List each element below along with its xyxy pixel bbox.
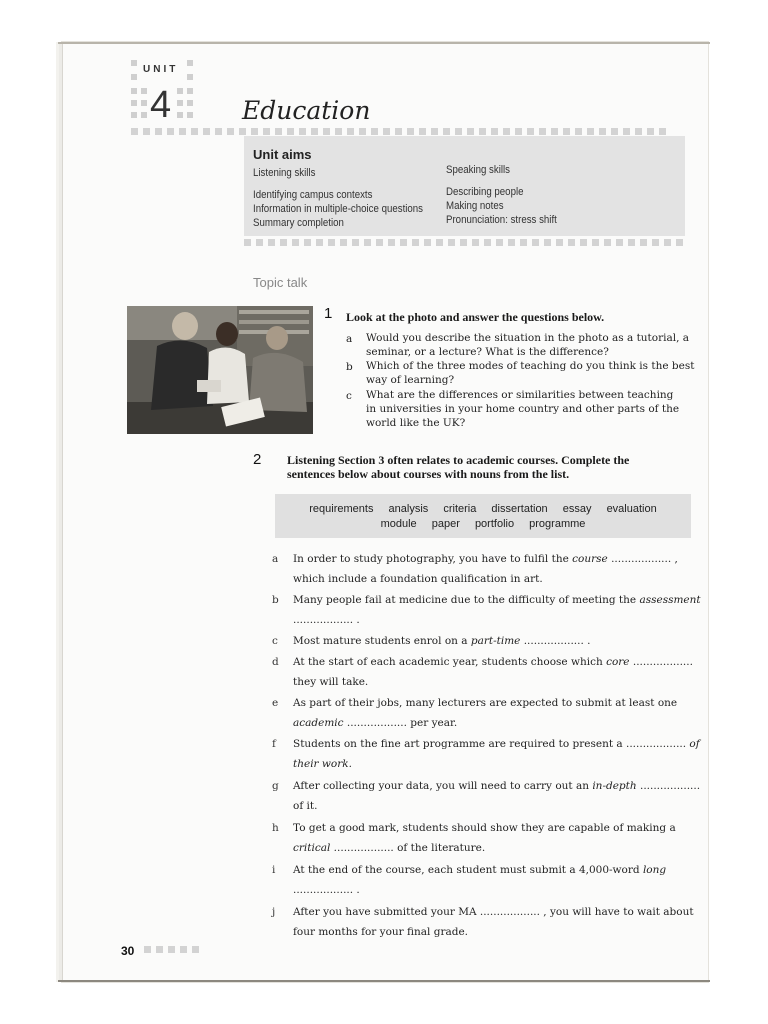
q1-item-b: Which of the three modes of teaching do you think is the best way of learning? bbox=[366, 360, 695, 386]
divider-dots-bottom bbox=[244, 239, 683, 246]
divider-dot bbox=[616, 239, 623, 246]
divider-dot bbox=[580, 239, 587, 246]
divider-dot bbox=[292, 239, 299, 246]
exercise-f-line-2: their work. bbox=[293, 758, 352, 770]
divider-dot bbox=[587, 128, 594, 135]
divider-dot bbox=[628, 239, 635, 246]
question-2-number: 2 bbox=[253, 451, 262, 468]
divider-dot bbox=[180, 946, 187, 953]
exercise-b-line-1: Many people fail at medicine due to the difficulty of meeting the assessment bbox=[293, 594, 701, 606]
divider-dot bbox=[383, 128, 390, 135]
q1-item-letter: b bbox=[346, 361, 353, 373]
divider-dot bbox=[359, 128, 366, 135]
divider-dot bbox=[436, 239, 443, 246]
divider-dot bbox=[551, 128, 558, 135]
exercise-letter: c bbox=[272, 635, 278, 647]
listening-skill-item: Information in multiple-choice questions bbox=[253, 203, 424, 215]
divider-dot bbox=[371, 128, 378, 135]
divider-dot bbox=[263, 128, 270, 135]
divider-dot bbox=[143, 128, 150, 135]
divider-dot bbox=[304, 239, 311, 246]
word-option: analysis bbox=[388, 503, 429, 515]
divider-dot bbox=[467, 128, 474, 135]
unit-label: UNIT bbox=[143, 64, 179, 75]
word-list-row-1 bbox=[275, 503, 691, 515]
divider-dot bbox=[144, 946, 151, 953]
divider-dot bbox=[395, 128, 402, 135]
q1-item-letter: c bbox=[346, 390, 352, 402]
exercise-c-line-1: Most mature students enrol on a part-time .................. . bbox=[293, 635, 591, 647]
divider-dot bbox=[515, 128, 522, 135]
divider-dot bbox=[400, 239, 407, 246]
exercise-f-line-1: Students on the fine art programme are required to present a .................. of bbox=[293, 738, 700, 750]
word-list-box bbox=[275, 494, 691, 538]
divider-dot bbox=[659, 128, 666, 135]
section-heading-topic-talk: Topic talk bbox=[253, 275, 308, 290]
divider-dot bbox=[131, 128, 138, 135]
divider-dot bbox=[275, 128, 282, 135]
speaking-skills-heading: Speaking skills bbox=[446, 164, 511, 176]
divider-dot bbox=[544, 239, 551, 246]
divider-dot bbox=[664, 239, 671, 246]
exercise-i-line-1: At the end of the course, each student must submit a 4,000-word long bbox=[293, 864, 667, 876]
divider-dot bbox=[268, 239, 275, 246]
divider-dot bbox=[299, 128, 306, 135]
divider-dot bbox=[448, 239, 455, 246]
divider-dot bbox=[256, 239, 263, 246]
question-1-instruction: Look at the photo and answer the questions below. bbox=[346, 310, 605, 324]
divider-dot bbox=[484, 239, 491, 246]
divider-dot bbox=[676, 239, 683, 246]
exercise-letter: f bbox=[272, 738, 276, 750]
divider-dot bbox=[568, 239, 575, 246]
divider-dot bbox=[460, 239, 467, 246]
exercise-d-line-2: they will take. bbox=[293, 676, 369, 688]
divider-dot bbox=[419, 128, 426, 135]
exercise-g-line-1: After collecting your data, you will need to carry out an in-depth .................. bbox=[293, 780, 701, 792]
speaking-skill-item: Making notes bbox=[446, 200, 504, 212]
page-title: Education bbox=[242, 96, 371, 125]
divider-dot bbox=[352, 239, 359, 246]
exercise-letter: i bbox=[272, 864, 276, 876]
exercise-b-line-2: .................. . bbox=[293, 614, 360, 626]
divider-dot bbox=[472, 239, 479, 246]
exercise-h-line-1: To get a good mark, students should show they are capable of making a bbox=[293, 822, 676, 834]
divider-dot bbox=[239, 128, 246, 135]
divider-dot bbox=[527, 128, 534, 135]
divider-dot bbox=[280, 239, 287, 246]
word-option: criteria bbox=[443, 503, 477, 515]
divider-dot bbox=[652, 239, 659, 246]
word-option: evaluation bbox=[606, 503, 657, 515]
word-option: essay bbox=[562, 503, 592, 515]
word-option: module bbox=[380, 518, 417, 530]
divider-dot bbox=[647, 128, 654, 135]
word-option: portfolio bbox=[474, 518, 515, 530]
divider-dot bbox=[592, 239, 599, 246]
exercise-letter: h bbox=[272, 822, 279, 834]
page-number: 30 bbox=[121, 944, 135, 958]
divider-dot bbox=[227, 128, 234, 135]
divider-dot bbox=[311, 128, 318, 135]
q1-item-a: Would you describe the situation in the photo as a tutorial, a seminar, or a lecture? What is the difference? bbox=[366, 332, 690, 358]
divider-dot bbox=[168, 946, 175, 953]
divider-dot bbox=[424, 239, 431, 246]
exercise-letter: j bbox=[272, 906, 276, 918]
unit-aims-heading: Unit aims bbox=[253, 147, 312, 162]
speaking-skill-item: Describing people bbox=[446, 186, 524, 198]
divider-dot bbox=[599, 128, 606, 135]
divider-dot bbox=[251, 128, 258, 135]
divider-dot bbox=[167, 128, 174, 135]
divider-dot bbox=[640, 239, 647, 246]
tutorial-photo bbox=[127, 306, 313, 434]
exercise-g-line-2: of it. bbox=[293, 800, 318, 812]
q1-item-c: What are the differences or similarities between teaching in universities in your home country and other parts of the world like the UK? bbox=[366, 389, 680, 429]
divider-dot bbox=[376, 239, 383, 246]
divider-dot bbox=[215, 128, 222, 135]
divider-dot bbox=[635, 128, 642, 135]
divider-dot bbox=[287, 128, 294, 135]
exercise-e-line-1: As part of their jobs, many lecturers are expected to submit at least one bbox=[293, 697, 678, 709]
divider-dot bbox=[556, 239, 563, 246]
exercise-d-line-1: At the start of each academic year, students choose which core .................. bbox=[293, 656, 693, 668]
exercise-i-line-2: .................. . bbox=[293, 884, 360, 896]
divider-dot bbox=[328, 239, 335, 246]
word-option: requirements bbox=[309, 503, 374, 515]
divider-dot bbox=[340, 239, 347, 246]
listening-skills-list bbox=[253, 166, 423, 230]
divider-dot bbox=[179, 128, 186, 135]
word-option: dissertation bbox=[491, 503, 548, 515]
exercise-e-line-2: academic .................. per year. bbox=[293, 717, 458, 729]
question-1-number: 1 bbox=[324, 305, 333, 322]
divider-dot bbox=[604, 239, 611, 246]
page-number-dots bbox=[144, 946, 199, 953]
divider-dot bbox=[443, 128, 450, 135]
unit-number: 4 bbox=[150, 84, 172, 126]
divider-dot bbox=[192, 946, 199, 953]
word-option: programme bbox=[529, 518, 586, 530]
divider-dot bbox=[575, 128, 582, 135]
divider-dots-top bbox=[131, 128, 666, 135]
divider-dot bbox=[496, 239, 503, 246]
exercise-a-line-2: which include a foundation qualification in art. bbox=[293, 573, 543, 585]
question-2-instruction: Listening Section 3 often relates to academic courses. Complete the sentences below about courses with nouns from the list. bbox=[287, 453, 630, 481]
page-bottom-edge bbox=[58, 980, 710, 982]
exercise-letter: b bbox=[272, 594, 279, 606]
divider-dot bbox=[491, 128, 498, 135]
divider-dot bbox=[503, 128, 510, 135]
q1-item-letter: a bbox=[346, 333, 353, 345]
divider-dot bbox=[191, 128, 198, 135]
divider-dot bbox=[244, 239, 251, 246]
divider-dot bbox=[364, 239, 371, 246]
exercise-a-line-1: In order to study photography, you have to fulfil the course .................. , bbox=[293, 553, 678, 565]
exercise-j-line-1: After you have submitted your MA .................. , you will have to wait about bbox=[293, 906, 694, 918]
divider-dot bbox=[455, 128, 462, 135]
speaking-skills-list bbox=[446, 163, 557, 227]
divider-dot bbox=[388, 239, 395, 246]
exercise-letter: d bbox=[272, 656, 279, 668]
exercise-letter: e bbox=[272, 697, 279, 709]
divider-dot bbox=[623, 128, 630, 135]
divider-dot bbox=[532, 239, 539, 246]
divider-dot bbox=[316, 239, 323, 246]
divider-dot bbox=[155, 128, 162, 135]
divider-dot bbox=[611, 128, 618, 135]
word-option: paper bbox=[431, 518, 460, 530]
divider-dot bbox=[412, 239, 419, 246]
page-top-edge bbox=[58, 42, 710, 44]
divider-dot bbox=[335, 128, 342, 135]
exercise-letter: a bbox=[272, 553, 279, 565]
divider-dot bbox=[520, 239, 527, 246]
listening-skill-item: Identifying campus contexts bbox=[253, 189, 373, 201]
listening-skill-item: Summary completion bbox=[253, 217, 344, 229]
exercise-h-line-2: critical .................. of the literature. bbox=[293, 842, 486, 854]
exercise-letter: g bbox=[272, 780, 279, 792]
word-list-row-2 bbox=[275, 518, 691, 530]
listening-skills-heading: Listening skills bbox=[253, 167, 316, 179]
divider-dot bbox=[431, 128, 438, 135]
divider-dot bbox=[156, 946, 163, 953]
divider-dot bbox=[323, 128, 330, 135]
divider-dot bbox=[539, 128, 546, 135]
divider-dot bbox=[347, 128, 354, 135]
divider-dot bbox=[203, 128, 210, 135]
divider-dot bbox=[407, 128, 414, 135]
exercise-j-line-2: four months for your final grade. bbox=[293, 926, 469, 938]
divider-dot bbox=[479, 128, 486, 135]
speaking-skill-item: Pronunciation: stress shift bbox=[446, 214, 557, 226]
divider-dot bbox=[563, 128, 570, 135]
divider-dot bbox=[508, 239, 515, 246]
